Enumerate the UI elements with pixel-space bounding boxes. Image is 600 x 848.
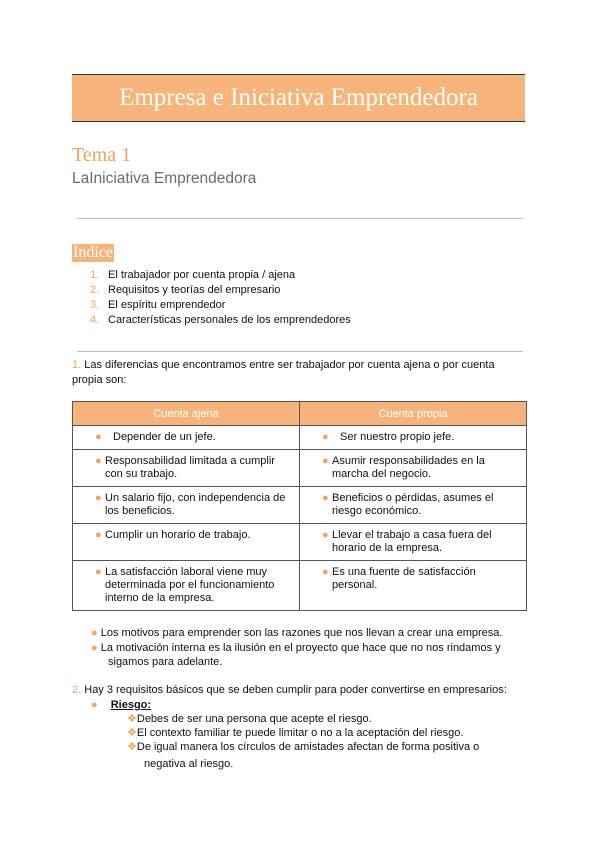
table-cell: ● La satisfacción laboral viene muy determinada por el funcionamiento interno de la empresa. (73, 561, 300, 611)
riesgo-item: ● Riesgo: (91, 699, 152, 711)
tema-heading: Tema 1 (72, 144, 132, 166)
bullet-icon: ● (91, 642, 98, 654)
header-cuenta-ajena: Cuenta ajena (73, 402, 300, 426)
toc-item[interactable]: 3. El espíritu emprendedor (90, 299, 226, 311)
riesgo-point: ❖Debes de ser una persona que acepte el riesgo. (127, 713, 372, 725)
indice-heading: Índice (73, 244, 113, 261)
bullet-icon: ● (95, 431, 102, 443)
table-cell: ● Un salario fijo, con independencia de los beneficios. (73, 487, 300, 524)
table-of-contents (90, 268, 351, 328)
table-cell: ● Llevar el trabajo a casa fuera del horario de la empresa. (300, 524, 527, 561)
bullet-icon: ● (91, 627, 98, 639)
table-cell: ● Cumplir un horario de trabajo. (73, 524, 300, 561)
divider (77, 218, 523, 219)
divider (77, 351, 523, 352)
bullet-icon: ● (322, 529, 329, 541)
bullet-icon: ● (95, 566, 102, 578)
toc-item[interactable]: 2. Requisitos y teorías del empresario (90, 284, 281, 296)
table-cell: ● Responsabilidad limitada a cumplir con su trabajo. (73, 450, 300, 487)
section1-intro: 1. Las diferencias que encontramos entre ser trabajador por cuenta ajena o por cuenta propia son: (72, 359, 495, 386)
bullet-icon: ● (91, 699, 98, 711)
tema-subtitle: LaIniciativa Emprendedora (72, 170, 257, 187)
table-row (73, 487, 527, 524)
table-cell: ● Ser nuestro propio jefe. (300, 426, 527, 450)
comparison-table (72, 401, 527, 611)
bullet-icon: ● (322, 455, 329, 467)
riesgo-point: ❖El contexto familiar te puede limitar o no a la aceptación del riesgo. (127, 727, 464, 739)
document-title: Empresa e Iniciativa Emprendedora (119, 84, 478, 111)
bullet-icon: ● (95, 455, 102, 467)
bullet-icon: ● (322, 431, 329, 443)
diamond-bullet-icon: ❖ (127, 713, 137, 725)
table-cell: ● Depender de un jefe. (73, 426, 300, 450)
note-motivos: ● Los motivos para emprender son las razones que nos llevan a crear una empresa. (91, 627, 503, 639)
bullet-icon: ● (95, 492, 102, 504)
table-cell: ● Beneficios o pérdidas, asumes el riesgo económico. (300, 487, 527, 524)
toc-item[interactable]: 4. Características personales de los emprendedores (90, 314, 351, 326)
bullet-icon: ● (95, 529, 102, 541)
section2-intro: 2. Hay 3 requisitos básicos que se deben cumplir para poder convertirse en empresarios: (72, 684, 507, 696)
diamond-bullet-icon: ❖ (127, 727, 137, 739)
riesgo-point-continuation: negativa al riesgo. (144, 758, 234, 770)
diamond-bullet-icon: ❖ (127, 741, 137, 753)
table-row (73, 450, 527, 487)
table-row (73, 426, 527, 450)
table-row (73, 561, 527, 611)
table-row (73, 524, 527, 561)
table-cell: ● Es una fuente de satisfacción personal. (300, 561, 527, 611)
riesgo-point: ❖De igual manera los círculos de amistades afectan de forma positiva o (127, 741, 480, 753)
bullet-icon: ● (322, 492, 329, 504)
note-motivacion: ● La motivación interna es la ilusión en el proyecto que hace que no nos rindamos y sigamos para adelante. (91, 642, 501, 668)
bullet-icon: ● (322, 566, 329, 578)
table-header-row (73, 402, 527, 426)
toc-item[interactable]: 1. El trabajador por cuenta propia / ajena (90, 269, 296, 281)
title-banner (72, 74, 525, 122)
header-cuenta-propia: Cuenta propia (300, 402, 527, 426)
table-cell: ● Asumir responsabilidades en la marcha del negocio. (300, 450, 527, 487)
